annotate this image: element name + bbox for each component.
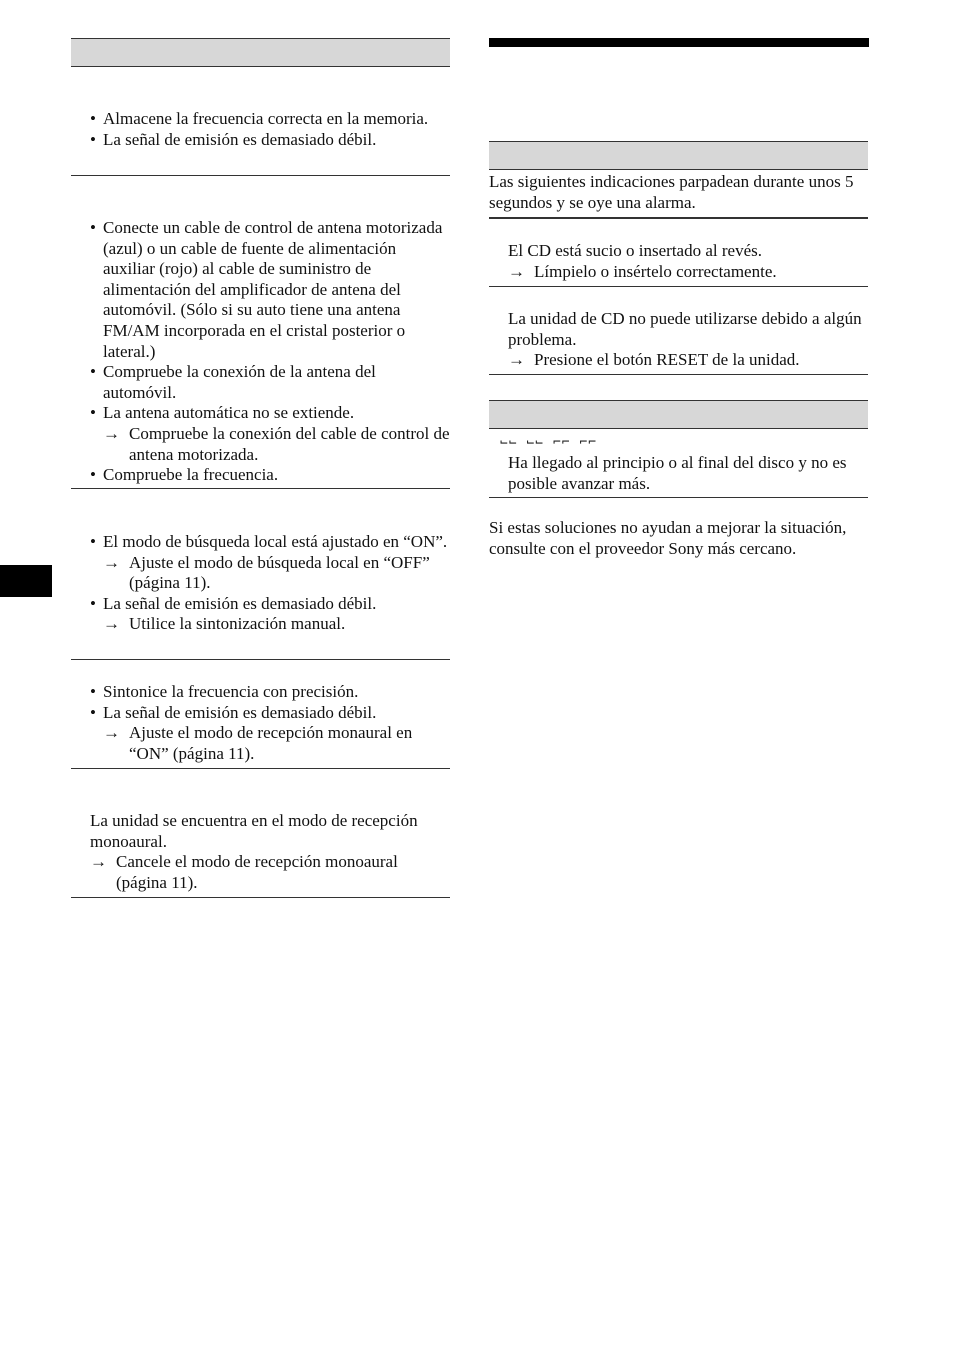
right-section-header-2 [489,400,868,429]
lcd-display-indicator: ⌙⌙ ⌙⌙ ⌐⌐ ⌐⌐ [500,435,598,450]
arrow-note-text: Límpielo o insértelo correctamente. [534,261,777,281]
arrow-note [103,723,450,764]
divider [71,768,450,769]
error-text: El CD está sucio o insertado al revés. [508,241,762,260]
arrow-note [508,262,868,283]
arrow-note [103,553,450,594]
divider [71,175,450,176]
side-tab-marker [0,565,52,597]
arrow-note-text: Compruebe la conexión del cable de control de antena motorizada. [129,423,450,464]
arrow-icon: → [90,852,107,872]
arrow-note [103,424,450,465]
list-item: • El modo de búsqueda local está ajustado en “ON”. [90,532,450,553]
closing-paragraph: Si estas soluciones no ayudan a mejorar la situación, consulte con el proveedor Sony más cercano. [489,518,847,558]
intro-paragraph: Las siguientes indicaciones parpadean durante unos 5 segundos y se oye una alarma. [489,172,854,212]
divider [71,488,450,489]
list-item: • Almacene la frecuencia correcta en la memoria. [90,109,450,130]
error-2 [508,309,868,371]
arrow-note [90,852,450,893]
divider [71,659,450,660]
arrow-icon: → [103,723,120,743]
arrow-icon: → [103,614,120,634]
left-block-2 [90,218,450,486]
arrow-icon: → [508,261,525,281]
error-1 [508,241,868,282]
arrow-icon: → [508,350,525,370]
list-item: • La señal de emisión es demasiado débil. [90,594,450,615]
divider [489,374,868,375]
left-block-4 [90,682,450,764]
divider [489,217,868,219]
list-item: • La señal de emisión es demasiado débil. [90,703,450,724]
list-item: • Conecte un cable de control de antena motorizada (azul) o un cable de fuente de alimentación auxiliar (rojo) al cable de suministro de alimentación del amplificador de antena del automóvil. (Sólo si su auto tiene una antena FM/AM incorporada en el cristal posterior o lateral.) [90,218,450,362]
top-title-bar [489,38,869,47]
arrow-note-text: Ajuste el modo de recepción monaural en “ON” (página 11). [129,723,413,763]
list-item: • La señal de emisión es demasiado débil. [90,130,450,151]
list-item: • Compruebe la conexión de la antena del automóvil. [90,362,450,403]
arrow-icon: → [103,552,120,572]
arrow-note-text: Utilice la sintonización manual. [129,614,346,634]
list-item: • Sintonice la frecuencia con precisión. [90,682,450,703]
divider [489,497,868,498]
arrow-note-text: Presione el botón RESET de la unidad. [534,350,800,370]
list-item: • Compruebe la frecuencia. [90,465,450,486]
arrow-note [103,614,450,635]
left-block-5 [90,811,450,893]
arrow-note [508,350,868,371]
divider [489,286,868,287]
arrow-icon: → [103,423,120,443]
list-item: • La antena automática no se extiende. [90,403,450,424]
left-section-header [71,38,450,67]
paragraph: La unidad se encuentra en el modo de recepción monoaural. [90,811,418,851]
divider [71,897,450,898]
message-text: Ha llegado al principio o al final del disco y no es posible avanzar más. [508,453,847,493]
right-section-header-1 [489,141,868,170]
arrow-note-text: Ajuste el modo de búsqueda local en “OFF” (página 11). [129,552,430,593]
left-block-1-list [90,109,450,150]
arrow-note-text: Cancele el modo de recepción monoaural (página 11). [116,852,398,892]
error-text: La unidad de CD no puede utilizarse debido a algún problema. [508,309,862,349]
left-block-3 [90,532,450,635]
